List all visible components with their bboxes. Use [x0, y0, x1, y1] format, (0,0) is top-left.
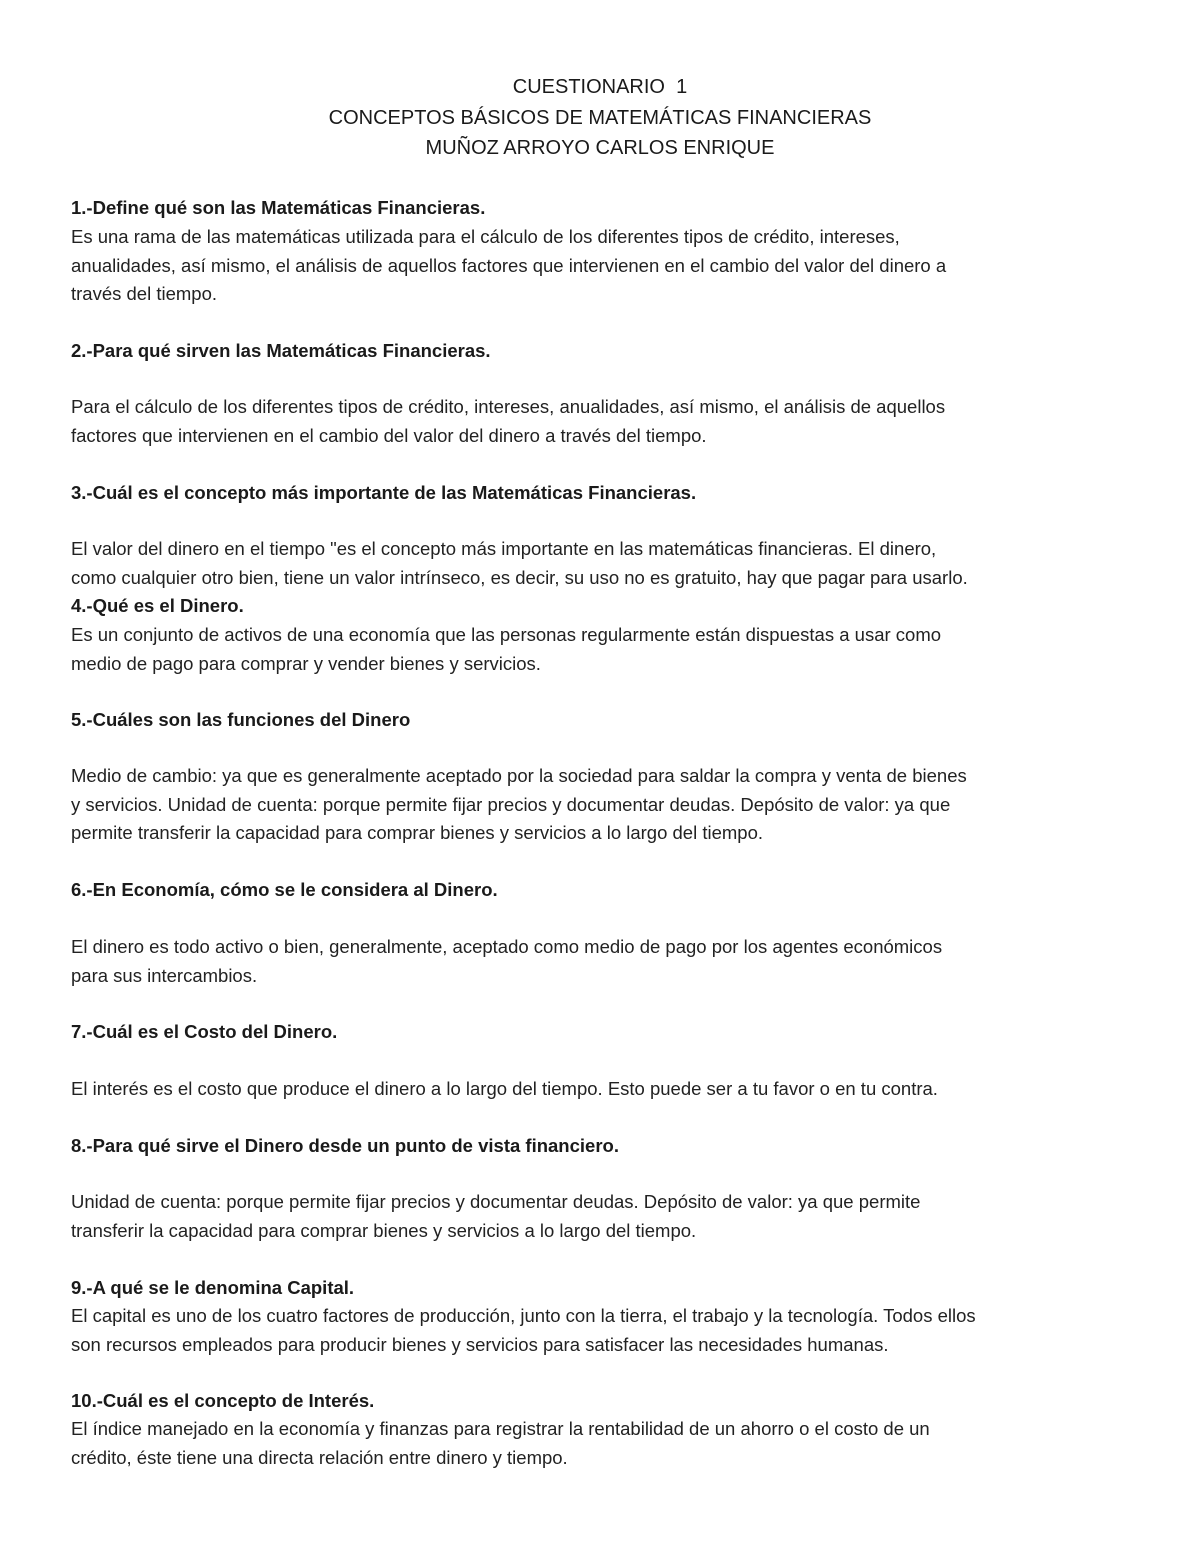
answer-line: crédito, éste tiene una directa relación entre dinero y tiempo. — [71, 1446, 568, 1468]
answer-line: Medio de cambio: ya que es generalmente aceptado por la sociedad para saldar la compra y venta de bienes — [71, 765, 967, 786]
answer-line: El interés es el costo que produce el dinero a lo largo del tiempo. Esto puede ser a tu favor o en tu contra. — [71, 1078, 938, 1099]
document-header — [0, 72, 1200, 164]
answer-line: medio de pago para comprar y vender bienes y servicios. — [71, 652, 541, 674]
question-answer — [71, 621, 1136, 678]
answer-line: anualidades, así mismo, el análisis de aquellos factores que intervienen en el cambio del valor del dinero a — [71, 254, 947, 276]
question-answer — [71, 1188, 1136, 1245]
answer-line: son recursos empleados para producir bienes y servicios para satisfacer las necesidades humanas. — [71, 1333, 889, 1355]
question-title: 9.-A qué se le denomina Capital. — [71, 1277, 355, 1298]
question-answer — [71, 223, 1136, 309]
question-title: 10.-Cuál es el concepto de Interés. — [71, 1390, 375, 1411]
answer-line: para sus intercambios. — [71, 964, 258, 986]
question-answer — [71, 1302, 1136, 1359]
answer-line: Para el cálculo de los diferentes tipos de crédito, intereses, anualidades, así mismo, el análisis de aquellos — [71, 396, 946, 417]
question-answer — [71, 762, 1136, 848]
question-title: 8.-Para qué sirve el Dinero desde un punto de vista financiero. — [71, 1135, 619, 1156]
answer-line: Es un conjunto de activos de una economía que las personas regularmente están dispuestas a usar como — [71, 624, 942, 645]
answer-line: Unidad de cuenta: porque permite fijar precios y documentar deudas. Depósito de valor: ya que permite — [71, 1191, 921, 1212]
question-answer — [71, 535, 1136, 592]
question-answer — [71, 1415, 1136, 1472]
answer-line: permite transferir la capacidad para comprar bienes y servicios a lo largo del tiempo. — [71, 822, 764, 844]
answer-line: factores que intervienen en el cambio del valor del dinero a través del tiempo. — [71, 424, 707, 446]
answer-line: través del tiempo. — [71, 283, 218, 305]
question-title: 5.-Cuáles son las funciones del Dinero — [71, 709, 411, 730]
answer-line: El valor del dinero en el tiempo "es el concepto más importante en las matemáticas financieras. El dinero, — [71, 538, 937, 559]
header-author: MUÑOZ ARROYO CARLOS ENRIQUE — [425, 137, 775, 159]
header-subtitle: CONCEPTOS BÁSICOS DE MATEMÁTICAS FINANCIERAS — [328, 106, 872, 129]
header-title: CUESTIONARIO 1 — [512, 76, 688, 98]
answer-line: transferir la capacidad para comprar bienes y servicios a lo largo del tiempo. — [71, 1219, 697, 1241]
answer-line: El índice manejado en la economía y finanzas para registrar la rentabilidad de un ahorro o el costo de un — [71, 1418, 930, 1439]
answer-line: Es una rama de las matemáticas utilizada para el cálculo de los diferentes tipos de crédito, intereses, — [71, 226, 900, 247]
question-title: 4.-Qué es el Dinero. — [71, 595, 244, 616]
question-title: 2.-Para qué sirven las Matemáticas Financieras. — [71, 340, 491, 361]
question-title: 3.-Cuál es el concepto más importante de las Matemáticas Financieras. — [71, 482, 697, 503]
question-answer — [71, 1075, 1136, 1104]
question-answer — [71, 933, 1136, 990]
question-title: 1.-Define qué son las Matemáticas Financieras. — [71, 197, 486, 218]
answer-line: como cualquier otro bien, tiene un valor intrínseco, es decir, su uso no es gratuito, hay que pagar para usarlo. — [71, 566, 968, 588]
answer-line: El capital es uno de los cuatro factores de producción, junto con la tierra, el trabajo y la tecnología. Todos ellos — [71, 1305, 976, 1326]
answer-line: y servicios. Unidad de cuenta: porque permite fijar precios y documentar deudas. Depósito de valor: ya que — [71, 793, 951, 815]
question-title: 7.-Cuál es el Costo del Dinero. — [71, 1021, 338, 1042]
question-answer — [71, 393, 1136, 450]
question-title: 6.-En Economía, cómo se le considera al Dinero. — [71, 879, 498, 900]
answer-line: El dinero es todo activo o bien, generalmente, aceptado como medio de pago por los agentes económicos — [71, 936, 943, 957]
